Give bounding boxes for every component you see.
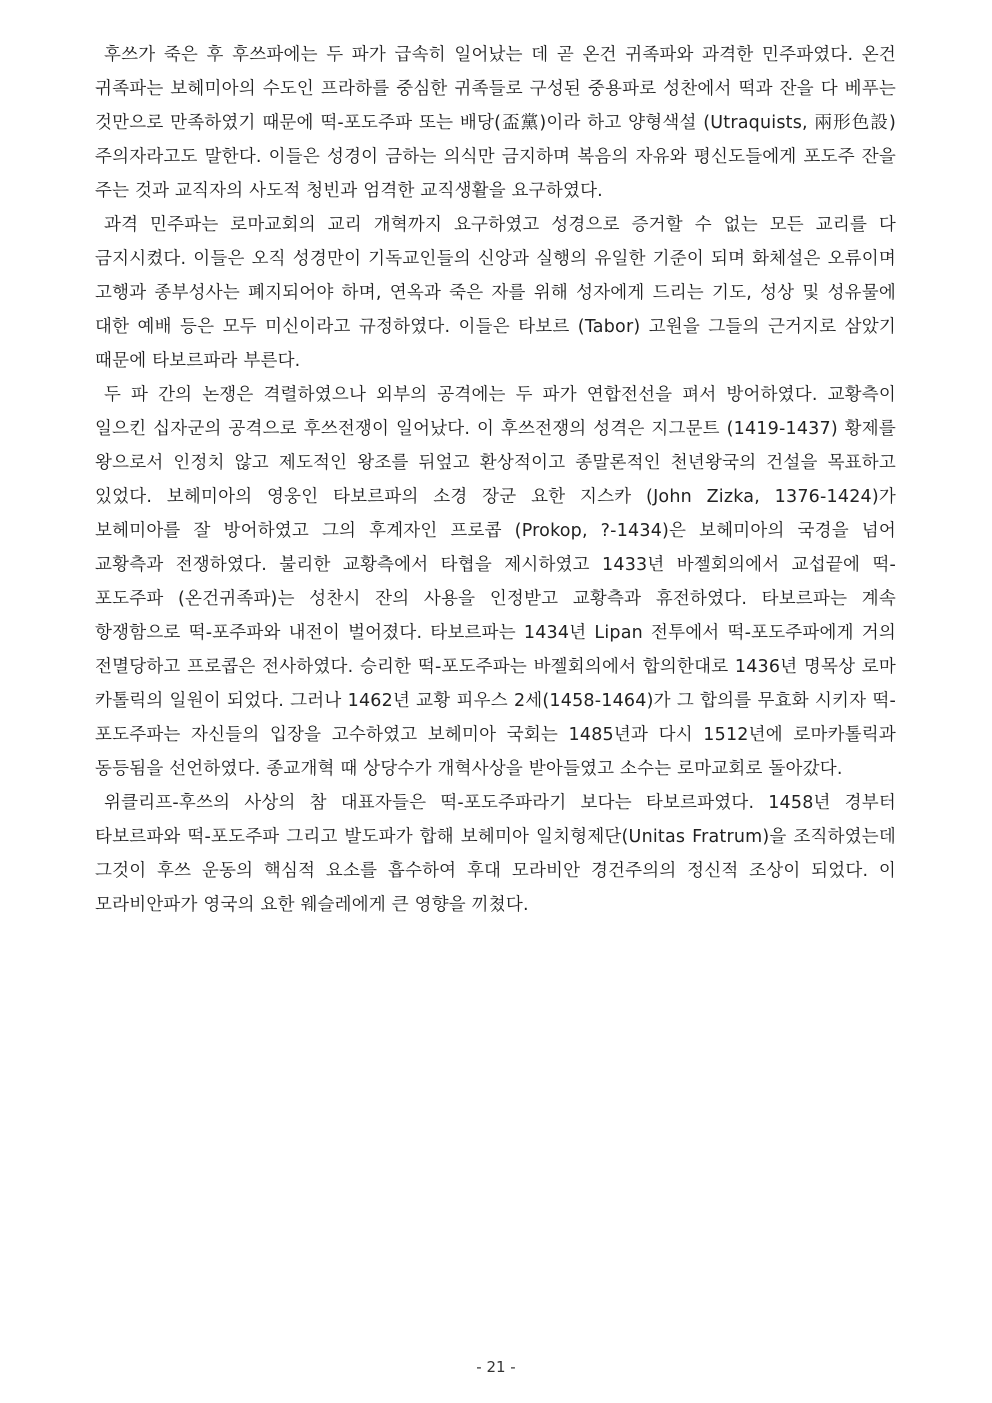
paragraph-unitas-fratrum: 위클리프-후쓰의 사상의 참 대표자들은 떡-포도주파라기 보다는 타보르파였다. 1458년 경부터 타보르파와 떡-포도주파 그리고 발도파가 합해 보헤미아 일치형제단(Unitas Fratrum)을 조직하였는데 그것이 후쓰 운동의 핵심적 요소를 흡수하여 후대 모라비안 경건주의의 정신적 조상이 되었다. 이 모라비안파가 영국의 요한 웨슬레에게 큰 영향을 끼쳤다. xyxy=(95,793,896,915)
paragraph-hussite-factions: 후쓰가 죽은 후 후쓰파에는 두 파가 급속히 일어났는 데 곧 온건 귀족파와 과격한 민주파였다. 온건 귀족파는 보헤미아의 수도인 프라하를 중심한 귀족들로 구성된 중용파로 성찬에서 떡과 잔을 다 베푸는 것만으로 만족하였기 때문에 떡-포도주파 또는 배당(盃黨)이라 하고 양형색설 (Utraquists, 兩形色設)주의자라고도 말한다. 이들은 성경이 금하는 의식만 금지하며 복음의 자유와 평신도들에게 포도주 잔을 주는 것과 교직자의 사도적 청빈과 엄격한 교직생활을 요구하였다. xyxy=(95,45,896,201)
document-body xyxy=(95,38,896,922)
page-number: - 21 - xyxy=(476,1358,516,1376)
paragraph-radical-democrats: 과격 민주파는 로마교회의 교리 개혁까지 요구하였고 성경으로 증거할 수 없는 모든 교리를 다 금지시켰다. 이들은 오직 성경만이 기독교인들의 신앙과 실행의 유일한 기준이 되며 화체설은 오류이며 고행과 종부성사는 폐지되어야 하며, 연옥과 죽은 자를 위해 성자에게 드리는 기도, 성상 및 성유물에 대한 예배 등은 모두 미신이라고 규정하였다. 이들은 타보르 (Tabor) 고원을 그들의 근거지로 삼았기 때문에 타보르파라 부른다. xyxy=(95,215,896,371)
paragraph-hussite-wars: 두 파 간의 논쟁은 격렬하였으나 외부의 공격에는 두 파가 연합전선을 펴서 방어하였다. 교황측이 일으킨 십자군의 공격으로 후쓰전쟁이 일어났다. 이 후쓰전쟁의 성격은 지그문트 (1419-1437) 황제를 왕으로서 인정치 않고 제도적인 왕조를 뒤엎고 환상적이고 종말론적인 천년왕국의 건설을 목표하고 있었다. 보헤미아의 영웅인 타보르파의 소경 장군 요한 지스카 (John Zizka, 1376-1424)가 보헤미아를 잘 방어하였고 그의 후계자인 프로콥 (Prokop, ?-1434)은 보헤미아의 국경을 넘어 교황측과 전쟁하였다. 불리한 교황측에서 타협을 제시하였고 1433년 바젤회의에서 교섭끝에 떡-포도주파 (온건귀족파)는 성찬시 잔의 사용을 인정받고 교황측과 휴전하였다. 타보르파는 계속 항쟁함으로 떡-포주파와 내전이 벌어졌다. 타보르파는 1434년 Lipan 전투에서 떡-포도주파에게 거의 전멸당하고 프로콥은 전사하였다. 승리한 떡-포도주파는 바젤회의에서 합의한대로 1436년 명목상 로마 카톨릭의 일원이 되었다. 그러나 1462년 교황 피우스 2세(1458-1464)가 그 합의를 무효화 시키자 떡-포도주파는 자신들의 입장을 고수하였고 보헤미아 국회는 1485년과 다시 1512년에 로마카톨릭과 동등됨을 선언하였다. 종교개혁 때 상당수가 개혁사상을 받아들였고 소수는 로마교회로 돌아갔다. xyxy=(95,385,896,779)
